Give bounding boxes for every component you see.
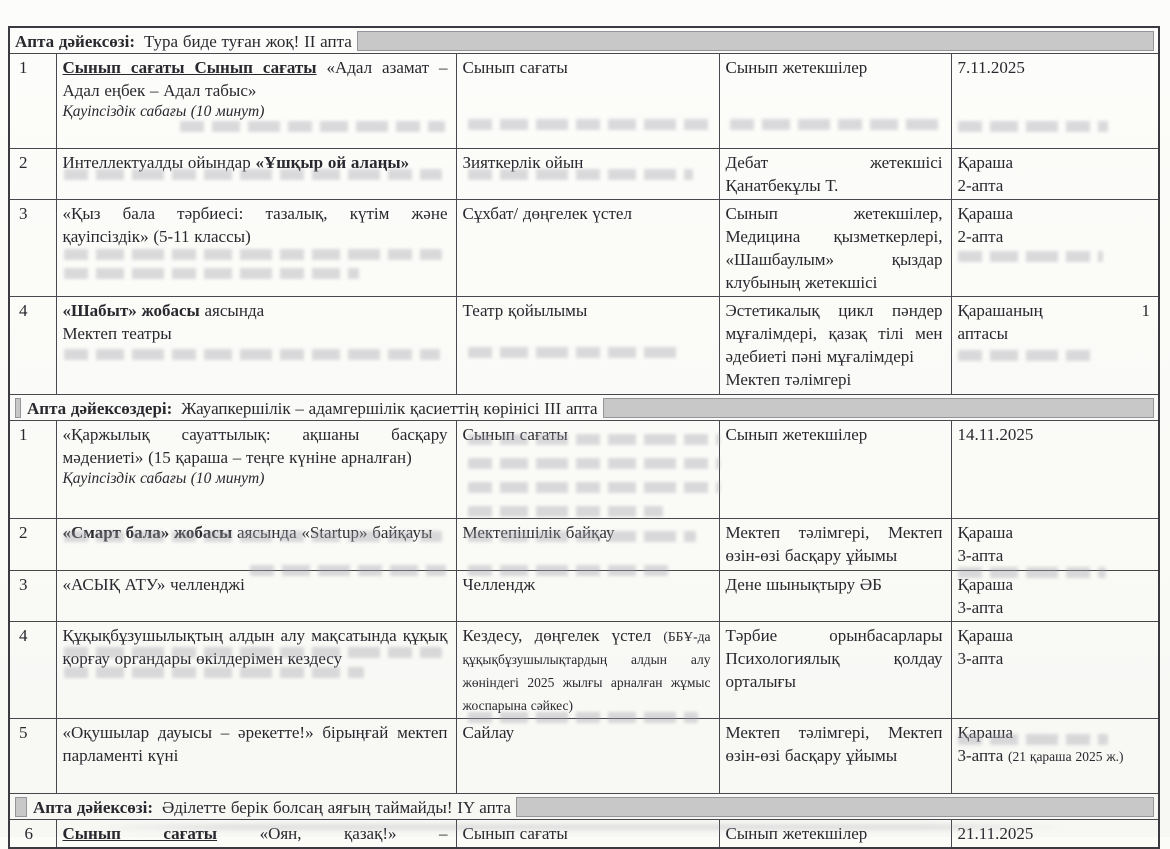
date-cell [951,519,1159,571]
highlight-stub [15,797,27,817]
row-number-cell: 3 [9,571,56,622]
date-line: Қараша [957,723,1014,742]
section-header-label: Апта дәйексөздері: [27,398,173,418]
date-cell [951,421,1159,519]
activity-text: «Оян, қазақ!» – [217,824,448,843]
responsible-cell: Мектеп тәлімгері, Мектеп өзін-өзі басқару ұйымы [719,519,951,571]
section-header [15,397,1154,419]
section-header-label: Апта дәйексөзі: [33,797,153,817]
table-row [9,622,1159,719]
section-header [15,796,1154,818]
form-cell: Сайлау [456,719,719,794]
table-row [9,297,1159,395]
row-number-cell: 1 [9,54,56,149]
activity-cell [56,519,456,571]
date-cell [951,622,1159,719]
section-header-row-week2 [9,27,1159,54]
activity-note: Қауіпсіздік сабағы (10 минут) [62,470,265,487]
form-cell: Сынып сағаты [456,54,719,149]
date-cell [951,297,1159,395]
section-header-cell [9,395,1159,421]
section-header-cell [9,794,1159,820]
form-cell: Мектепішілік байқау [456,519,719,571]
highlight-stub [15,398,21,418]
date-line: Қараша [957,153,1014,172]
activity-title: Сынып сағаты Сынып сағаты [62,58,317,77]
responsible-cell: Сынып жетекшілер [719,820,951,849]
date-line: аптасы [957,324,1009,343]
table-row [9,820,1159,849]
activity-cell: «АСЫҚ АТУ» челленджі [56,571,456,622]
responsible-text: Эстетикалық цикл пәндер мұғалімдері, қазақ тілі мен әдебиеті пәні мұғалімдері [725,301,943,366]
responsible-cell: Мектеп тәлімгері, Мектеп өзін-өзі басқару ұйымы [719,719,951,794]
date-line: 7.11.2025 [957,58,1025,77]
highlight-bar [357,31,1154,51]
activity-text: аясында «Startup» байқауы [232,523,433,542]
form-text: Кездесу, дөңгелек үстел [462,626,664,645]
form-cell [456,622,719,719]
row-number-cell: 3 [9,200,56,297]
date-cell [951,719,1159,794]
activity-text: аясында [199,301,265,320]
section-header-quote: Жауапкершілік – адамгершілік қасиеттің көрінісі III апта [181,398,598,418]
activity-text: «Қаржылық сауаттылық: ақшаны басқару мәдениеті» (15 қараша – теңге күніне арналған) [62,425,448,467]
activity-title: «Шабыт» жобасы [62,301,200,320]
date-cell [951,54,1159,149]
activity-title: Сынып сағаты [62,824,218,843]
responsible-cell: Сынып жетекшілер, Медицина қызметкерлері, «Шашбаулым» қыздар клубының жетекшісі [719,200,951,297]
row-number-cell: 4 [9,297,56,395]
responsible-cell: Сынып жетекшілер [719,54,951,149]
activity-note: Қауіпсіздік сабағы (10 минут) [62,103,265,120]
date-line: Қараша [957,575,1014,594]
date-line: 2-апта [957,176,1004,195]
responsible-cell: Дебат жетекшісі Қанатбекұлы Т. [719,149,951,200]
row-number-cell: 1 [9,421,56,519]
row-number-cell: 5 [9,719,56,794]
date-line: 3-апта [957,546,1004,565]
activity-cell: Құқықбұзушылықтың алдын алу мақсатында құқық қорғау органдары өкілдерімен кездесу [56,622,456,719]
responsible-cell: Сынып жетекшілер [719,421,951,519]
responsible-cell: Дене шынықтыру ӘБ [719,571,951,622]
form-cell: Сынып сағаты [456,820,719,849]
form-note: (ББҰ-да құқықбұзушылықтардың алдын алу жөніндегі 2025 жылғы арналған жұмыс жоспарына сәйкес) [462,629,711,713]
date-line: 3-апта [957,598,1004,617]
date-line: Қараша [957,523,1014,542]
responsible-cell: Тәрбие орынбасарлары Психологиялық қолдау орталығы [719,622,951,719]
date-line: 3-апта [957,649,1004,668]
section-header-quote: Тура биде туған жоқ! II апта [144,31,352,51]
activity-cell [56,149,456,200]
activity-cell [56,54,456,149]
table-row [9,571,1159,622]
activity-title: «Смарт бала» жобасы [62,523,233,542]
weekly-plan-table [8,26,1160,849]
table-row [9,519,1159,571]
row-number-cell: 4 [9,622,56,719]
date-line: Қараша [957,626,1014,645]
section-header-row-week3 [9,395,1159,421]
activity-title: «Ұшқыр ой алаңы» [255,153,410,172]
date-line: Қараша [957,204,1014,223]
row-number-cell: 6 [9,820,56,849]
row-number-cell: 2 [9,149,56,200]
activity-text: «Адал азамат – Адал еңбек – Адал табыс» [62,58,448,100]
section-header-row-week4 [9,794,1159,820]
table-row [9,421,1159,519]
form-cell: Сұхбат/ дөңгелек үстел [456,200,719,297]
activity-cell [56,297,456,395]
form-cell: Зияткерлік ойын [456,149,719,200]
activity-cell: «Оқушылар дауысы – әрекетте!» бірыңғай мектеп парламенті күні [56,719,456,794]
activity-cell [56,820,456,849]
table-row [9,149,1159,200]
section-header-quote: Әділетте берік болсаң аяғың таймайды! IY апта [162,797,511,817]
activity-cell: «Қыз бала тәрбиесі: тазалық, күтім және қауіпсіздік» (5-11 классы) [56,200,456,297]
date-note: (21 қараша 2025 ж.) [1008,749,1124,764]
table-row [9,719,1159,794]
table-row [9,54,1159,149]
form-cell: Сынып сағаты [456,421,719,519]
responsible-cell [719,297,951,395]
date-cell [951,149,1159,200]
date-cell [951,820,1159,849]
date-line: 14.11.2025 [957,425,1034,444]
activity-cell [56,421,456,519]
activity-text: Интеллектуалды ойындар [62,153,256,172]
section-header-label: Апта дәйексөзі: [15,31,135,51]
row-number-cell: 2 [9,519,56,571]
date-line: 3-апта (21 қараша 2025 ж.) [957,746,1124,765]
form-cell: Театр қойылымы [456,297,719,395]
form-cell: Челлендж [456,571,719,622]
highlight-bar [603,398,1154,418]
highlight-bar [516,797,1154,817]
responsible-line2: Мектеп тәлімгері [725,370,852,389]
table-row [9,200,1159,297]
date-cell [951,200,1159,297]
date-line: 21.11.2025 [957,824,1034,843]
section-header [15,30,1154,52]
date-line: Қарашаның 1 [957,301,1151,320]
section-header-cell [9,27,1159,54]
date-line: 2-апта [957,227,1004,246]
activity-line2: Мектеп театры [62,324,172,343]
date-cell [951,571,1159,622]
